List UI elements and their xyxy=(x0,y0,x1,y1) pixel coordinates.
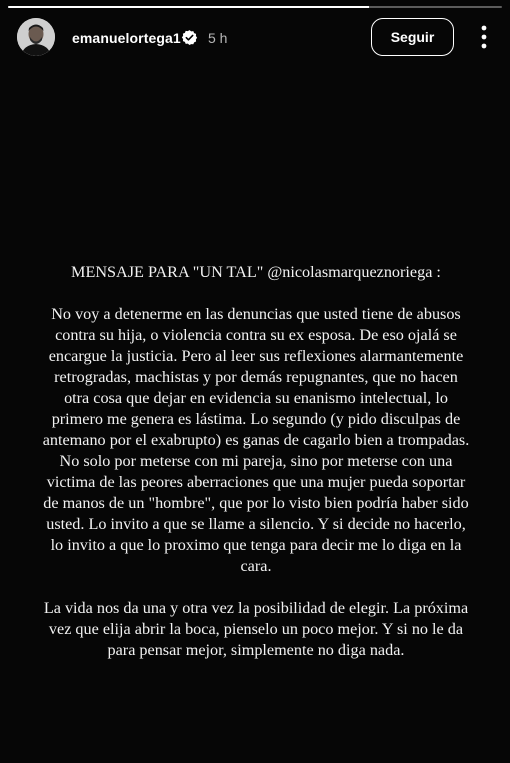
mention-link[interactable]: @nicolasmarqueznoriega : xyxy=(267,263,441,281)
message-heading-line xyxy=(40,262,472,283)
message-heading: MENSAJE PARA "UN TAL" xyxy=(71,263,264,281)
follow-button[interactable]: Seguir xyxy=(371,18,454,56)
message-paragraph-1: No voy a detenerme en las denuncias que usted tiene de abusos contra su hija, o violencia contra su ex esposa. De eso ojalá se encargue la justicia. Pero al leer sus reflexiones alarmantemente retrogradas, machistas y por demás repugnantes, que no hacen otra cosa que dejar en evidencia su enanismo intelectual, lo primero me genera es lástima. Lo segundo (y pido disculpas de antemano por el exabrupto) es ganas de cagarlo bien a trompadas. No solo por meterse con mi pareja, sino por meterse con una victima de las peores aberraciones que una mujer pueda soportar de manos de un "hombre", que por lo visto bien podría haber sido usted. Lo invito a que se llame a silencio. Y si decide no hacerlo, lo invito a que lo proximo que tenga para decir me lo diga en la cara. xyxy=(42,305,470,575)
story-header xyxy=(0,14,510,64)
username[interactable]: emanuelortega1 xyxy=(72,30,181,46)
story-progress-bar xyxy=(8,6,502,8)
message-paragraph-2: La vida nos da una y otra vez la posibilidad de elegir. La próxima vez que elija abrir la boca, pienselo un poco mejor. Y si no le da para pensar mejor, simplemente no diga nada. xyxy=(43,599,469,659)
story-progress-fill xyxy=(8,6,369,8)
story-text xyxy=(40,262,472,661)
post-time: 5 h xyxy=(208,30,228,46)
more-vertical-icon[interactable] xyxy=(475,24,493,50)
avatar[interactable] xyxy=(17,18,55,56)
verified-badge-icon xyxy=(181,29,198,46)
